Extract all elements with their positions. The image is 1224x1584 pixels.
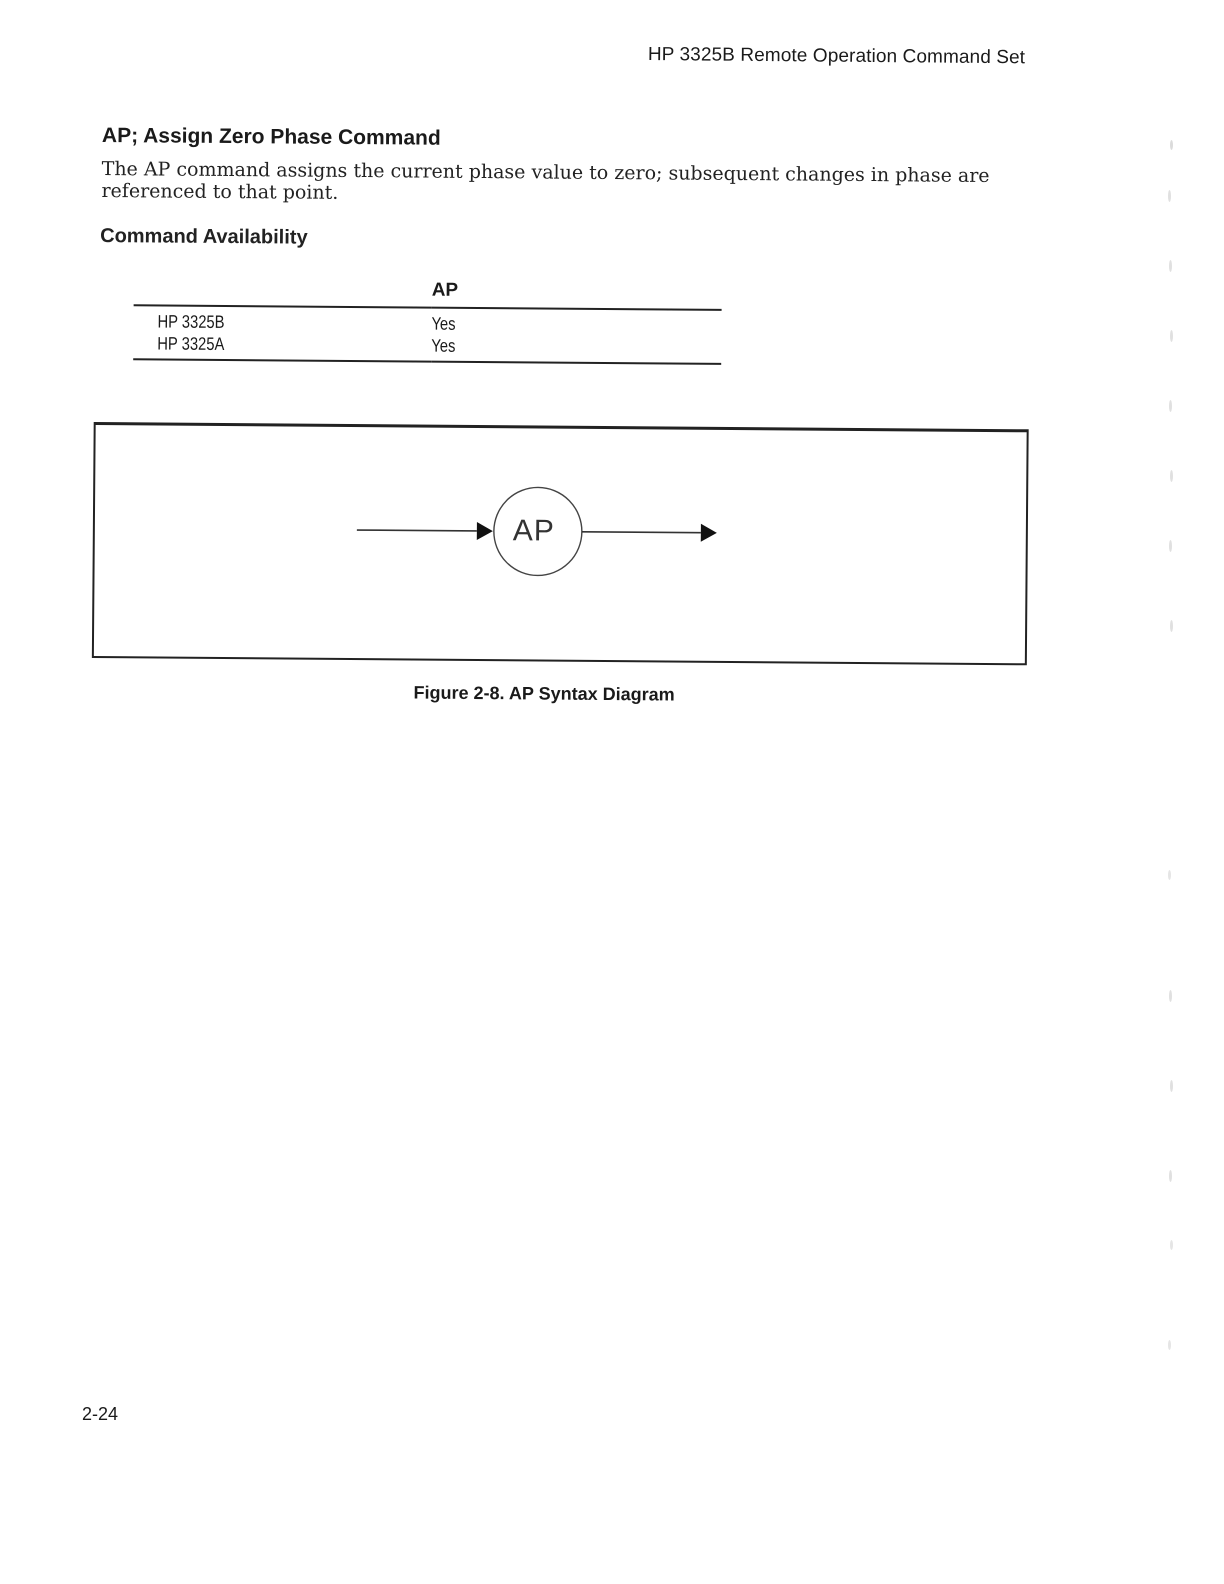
section-title: AP; Assign Zero Phase Command bbox=[101, 124, 441, 150]
running-header: HP 3325B Remote Operation Command Set bbox=[647, 44, 1026, 69]
model-cell: HP 3325A bbox=[133, 332, 431, 361]
exit-arrowhead bbox=[701, 524, 717, 542]
scan-speck bbox=[1170, 620, 1173, 632]
scan-speck bbox=[1170, 470, 1173, 482]
page-number: 2-24 bbox=[82, 1404, 119, 1424]
syntax-diagram-frame bbox=[92, 422, 1029, 665]
scan-speck bbox=[1168, 1340, 1171, 1350]
scan-speck bbox=[1170, 330, 1173, 342]
scan-speck bbox=[1170, 140, 1173, 150]
scan-speck bbox=[1169, 400, 1172, 412]
availability-cell: Yes bbox=[431, 313, 456, 334]
figure-caption: Figure 2-8. AP Syntax Diagram bbox=[413, 682, 675, 705]
scan-speck bbox=[1170, 1080, 1173, 1092]
command-availability-heading: Command Availability bbox=[100, 225, 308, 249]
scan-speck bbox=[1169, 540, 1172, 552]
ap-node-label: AP bbox=[512, 514, 556, 548]
scan-speck bbox=[1168, 870, 1171, 880]
scan-speck bbox=[1168, 190, 1171, 202]
table-row bbox=[133, 332, 721, 364]
entry-arrowhead bbox=[477, 522, 493, 540]
scan-speck bbox=[1169, 260, 1172, 272]
syntax-diagram bbox=[94, 425, 1027, 663]
model-cell: HP 3325B bbox=[157, 311, 225, 332]
model-column-header bbox=[134, 272, 432, 307]
body-paragraph: The AP command assigns the current phase value to zero; subsequent changes in phase are referenced to that point. bbox=[101, 158, 990, 204]
entry-line bbox=[357, 530, 477, 531]
ap-column-header: AP bbox=[432, 275, 722, 310]
availability-cell: Yes bbox=[431, 335, 721, 364]
table-header-row bbox=[134, 272, 722, 310]
scan-speck bbox=[1170, 1240, 1173, 1250]
scan-speck bbox=[1169, 990, 1172, 1002]
scan-speck bbox=[1169, 1170, 1172, 1182]
availability-table bbox=[133, 272, 722, 365]
exit-line bbox=[582, 532, 701, 533]
